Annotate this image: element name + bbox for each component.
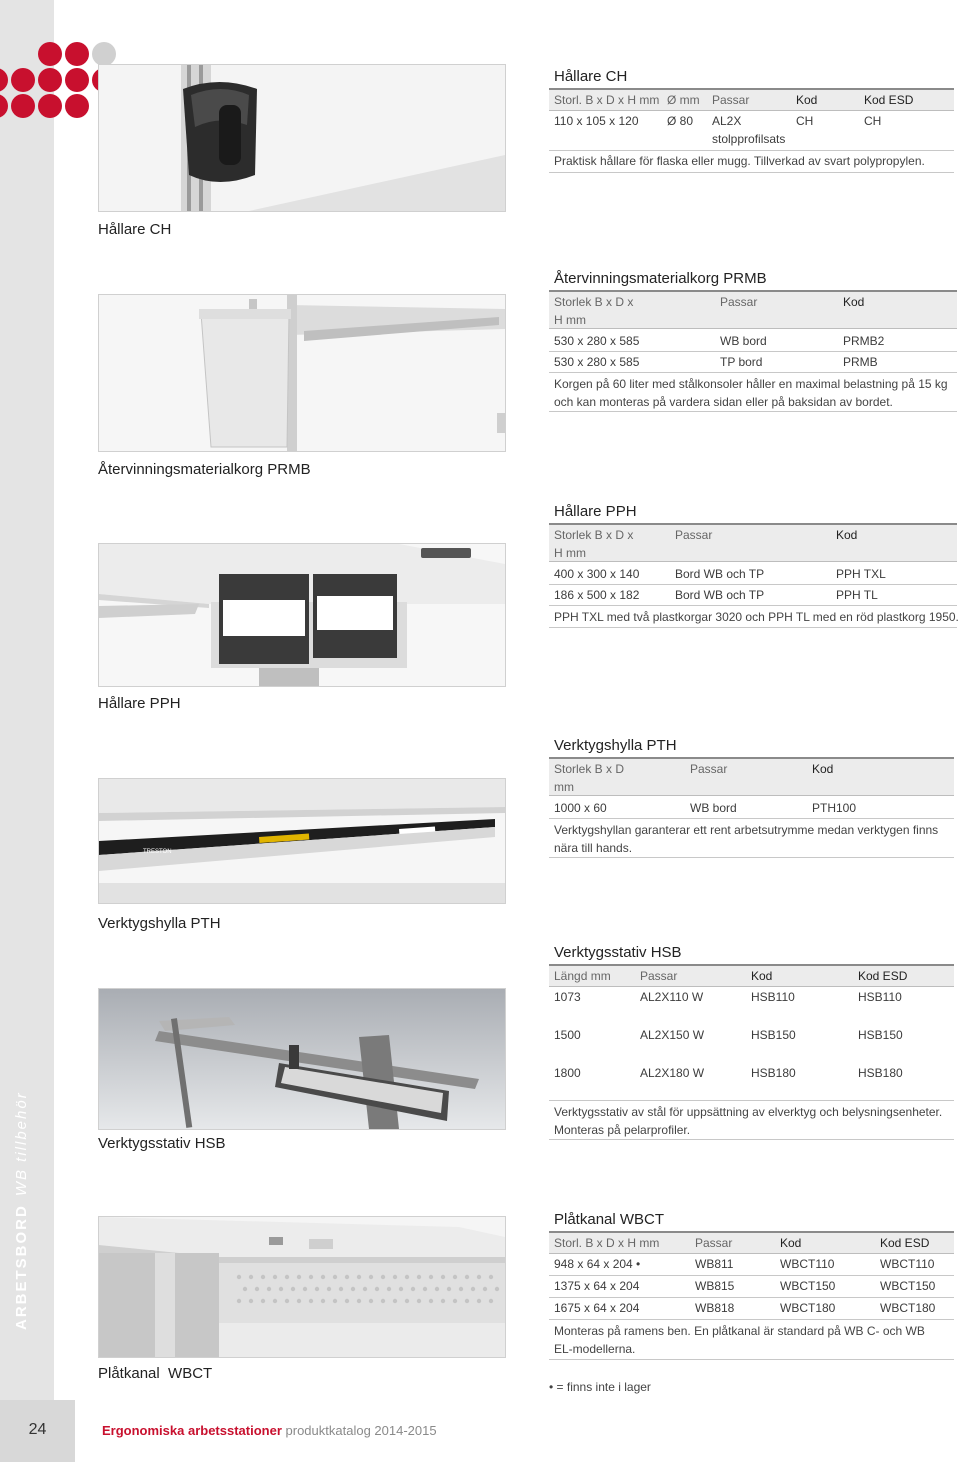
divider [549,1297,954,1298]
table-cell: 1800 [554,1066,581,1080]
divider [549,584,957,585]
caption-ch: Hållare CH [98,221,172,238]
table-cell: AL2X180 W [640,1066,705,1080]
footer [102,1423,437,1438]
divider [549,818,954,819]
col-header: Längd mm [554,969,611,983]
table-cell: WB815 [695,1279,735,1293]
divider [549,1100,954,1101]
table-cell: Bord WB och TP [675,567,765,581]
table-cell: TP bord [720,355,763,369]
spec-title-hsb: Verktygsstativ HSB [554,944,682,961]
divider [549,605,957,606]
table-cell: WBCT150 [780,1279,836,1293]
table-cell: 530 x 280 x 585 [554,355,640,369]
col-header: Storlek B x D x H mm [554,528,634,560]
col-header: Kod [812,762,834,776]
table-cell: HSB180 [858,1066,903,1080]
divider [549,411,957,412]
table-cell: WBCT180 [880,1301,936,1315]
table-cell: 1375 x 64 x 204 [554,1279,640,1293]
table-cell: CH [796,114,814,128]
spec-wbct [549,1211,954,1361]
col-header: Storl. B x D x H mm [554,1236,660,1250]
col-header: Ø mm [667,93,700,107]
divider [549,627,957,628]
spec-title-pph: Hållare PPH [554,503,637,520]
table-cell: PPH TXL [836,567,886,581]
spec-note-hsb: Verktygsstativ av stål för uppsättning av elverktyg och belysningsenheter. Monteras på pelarprofiler. [554,1105,943,1137]
col-header: Storlek B x D x H mm [554,295,634,327]
footer-brand: Ergonomiska arbetsstationer [102,1423,282,1438]
divider [549,172,954,173]
table-cell: HSB150 [858,1028,903,1042]
table-cell: CH [864,114,882,128]
col-header: Kod [751,969,773,983]
col-header: Kod [796,93,818,107]
caption-wbct: Plåtkanal WBCT [98,1365,213,1382]
spec-pph [549,503,957,627]
spec-note-ch: Praktisk hållare för flaska eller mugg. Tillverkad av svart polypropylen. [554,154,925,168]
table-cell: HSB110 [751,990,795,1004]
table-cell: PTH100 [812,801,857,815]
spec-ch [549,68,954,178]
table-cell: WB818 [695,1301,735,1315]
table-cell: WBCT110 [880,1257,935,1271]
table-cell: 1073 [554,990,581,1004]
divider [549,150,954,151]
spec-pth [549,737,954,859]
caption-prmb: Återvinningsmaterialkorg PRMB [98,461,311,478]
page-number: 24 [28,1421,47,1438]
caption-hsb: Verktygsstativ HSB [98,1135,226,1152]
spec-note-prmb: Korgen på 60 liter med stålkonsoler håller en maximal belastning på 15 kg och kan monteras på vardera sidan eller på baksidan av bordet. [554,377,948,409]
table-cell: 948 x 64 x 204 • [554,1257,641,1271]
table-cell: PRMB [843,355,878,369]
col-header: Passar [690,762,728,776]
col-header: Kod [780,1236,802,1250]
table-cell: 400 x 300 x 140 [554,567,640,581]
spec-note-wbct: Monteras på ramens ben. En plåtkanal är standard på WB C- och WB EL-modellerna. [554,1324,925,1356]
col-header: Kod [836,528,858,542]
table-cell: 1675 x 64 x 204 [554,1301,640,1315]
col-header: Kod ESD [858,969,908,983]
table-cell: Ø 80 [667,114,694,128]
spec-prmb [549,270,957,412]
table-cell: WB bord [720,334,767,348]
footer-catalog: produktkatalog 2014-2015 [285,1423,437,1438]
spec-note-pth: Verktygshyllan garanterar ett rent arbetsutrymme medan verktygen finns nära till hands. [554,823,939,855]
divider [549,1139,954,1140]
table-cell: PRMB2 [843,334,885,348]
table-cell: WB bord [690,801,737,815]
col-header: Kod ESD [880,1236,930,1250]
divider [549,857,954,858]
caption-pph: Hållare PPH [98,695,181,712]
product-image-pph [98,543,506,687]
table-cell: HSB110 [858,990,902,1004]
table-cell: PPH TL [836,588,878,602]
table-cell: 1000 x 60 [554,801,607,815]
table-cell: 110 x 105 x 120 [554,114,639,128]
table-cell: HSB180 [751,1066,796,1080]
table-cell: WBCT110 [780,1257,835,1271]
product-image-ch [98,64,506,212]
stock-legend: • = finns inte i lager [549,1380,651,1394]
table-cell: 186 x 500 x 182 [554,588,640,602]
spec-title-pth: Verktygshylla PTH [554,737,677,754]
col-header: Passar [695,1236,733,1250]
table-cell: HSB150 [751,1028,796,1042]
spec-title-wbct: Plåtkanal WBCT [554,1211,665,1228]
col-header: Kod ESD [864,93,914,107]
col-header: Storl. B x D x H mm [554,93,660,107]
table-cell: WBCT180 [780,1301,836,1315]
spec-title-prmb: Återvinningsmaterialkorg PRMB [554,270,767,287]
table-cell: Bord WB och TP [675,588,765,602]
spec-title-ch: Hållare CH [554,68,628,85]
divider [549,1359,954,1360]
product-image-prmb [98,294,506,452]
table-cell: AL2X stolpprofilsats [712,114,786,146]
divider [549,351,957,352]
product-image-hsb [98,988,506,1130]
col-header: Passar [720,295,758,309]
product-image-wbct [98,1216,506,1358]
col-header: Storlek B x D mm [554,762,625,794]
table-cell: AL2X150 W [640,1028,705,1042]
table-cell: WB811 [695,1257,734,1271]
divider [549,372,957,373]
caption-pth: Verktygshylla PTH [98,915,221,932]
sidebar-category-label: ARBETSBORDWB tillbehör [13,1091,30,1330]
col-header: Kod [843,295,865,309]
table-cell: 1500 [554,1028,581,1042]
product-image-pth [98,778,506,904]
col-header: Passar [712,93,750,107]
pth-brand-text: TRESTON [143,849,172,855]
table-cell: 530 x 280 x 585 [554,334,640,348]
spec-note-pph: PPH TXL med två plastkorgar 3020 och PPH TL med en röd plastkorg 1950. [554,610,959,624]
divider [549,1275,954,1276]
col-header: Passar [640,969,678,983]
spec-hsb [549,944,954,1140]
table-cell: AL2X110 W [640,990,704,1004]
col-header: Passar [675,528,713,542]
divider [549,1319,954,1320]
table-cell: WBCT150 [880,1279,936,1293]
